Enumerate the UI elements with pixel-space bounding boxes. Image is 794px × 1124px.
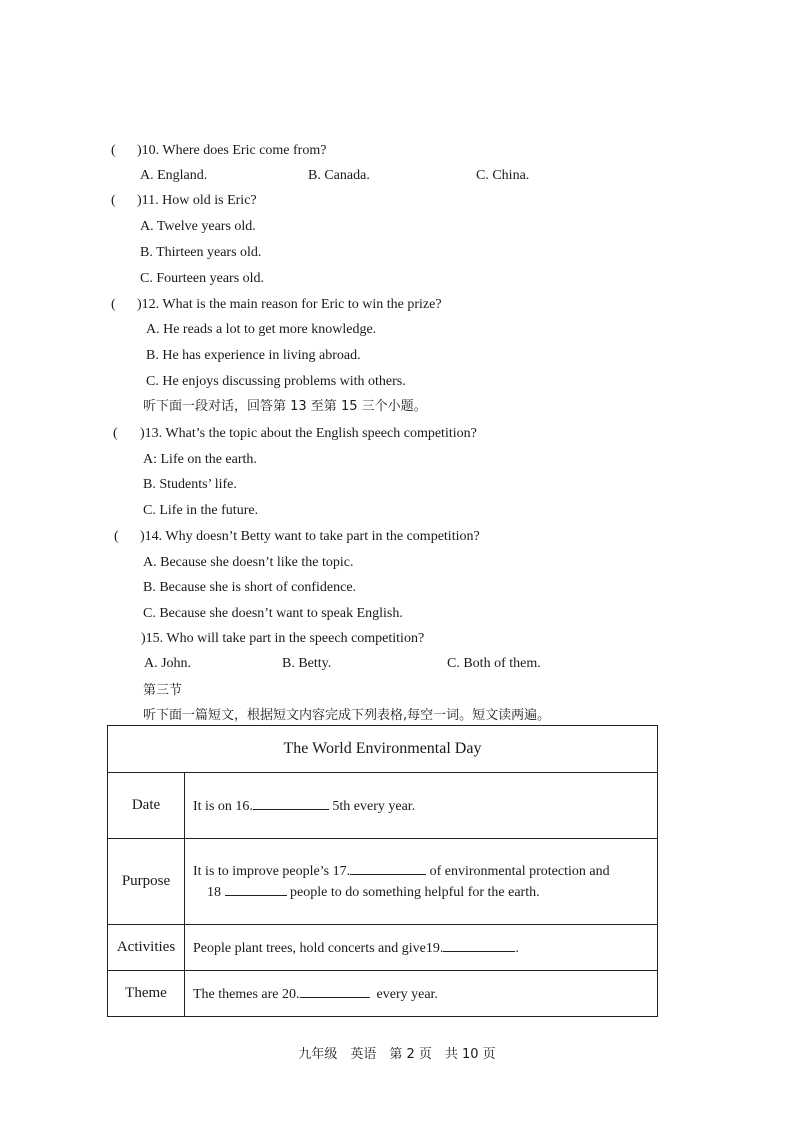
- answer-paren: (: [113, 426, 118, 441]
- activities-text-a: People plant trees, hold concerts and give19.: [193, 940, 444, 956]
- row-label: Date: [108, 773, 185, 839]
- purpose-text-a: It is to improve people’s 17.: [193, 864, 351, 879]
- question-13: )13. What’s the topic about the English speech competition?: [140, 426, 477, 441]
- row-value: [185, 925, 658, 971]
- answer-paren: (: [111, 143, 116, 158]
- option-13a: A: Life on the earth.: [143, 452, 257, 467]
- section-3-title: 第三节: [143, 683, 183, 698]
- option-13c: C. Life in the future.: [143, 503, 259, 518]
- option-14b: B. Because she is short of confidence.: [143, 580, 357, 595]
- table-row-activities: [108, 925, 658, 971]
- question-11: )11. How old is Eric?: [137, 193, 257, 208]
- question-15: )15. Who will take part in the speech competition?: [141, 631, 425, 646]
- purpose-text-d: people to do something helpful for the earth.: [290, 885, 540, 900]
- table-row-date: [108, 773, 658, 839]
- blank-18[interactable]: [225, 883, 287, 896]
- environment-day-table: [107, 725, 658, 1017]
- question-14: )14. Why doesn’t Betty want to take part in the competition?: [140, 529, 480, 544]
- option-11b: B. Thirteen years old.: [140, 245, 262, 260]
- option-15b: B. Betty.: [282, 656, 332, 671]
- answer-paren: (: [114, 529, 119, 544]
- option-14a: A. Because she doesn’t like the topic.: [143, 555, 354, 570]
- answer-paren: (: [111, 297, 116, 312]
- option-11a: A. Twelve years old.: [140, 219, 256, 234]
- instruction-13-15: 听下面一段对话，回答第 13 至第 15 三个小题。: [143, 399, 427, 414]
- row-label: Activities: [108, 925, 185, 971]
- option-12c: C. He enjoys discussing problems with others.: [146, 374, 406, 389]
- activities-text-b: .: [515, 940, 519, 956]
- date-text-a: It is on 16.: [193, 798, 253, 814]
- blank-19[interactable]: [443, 939, 515, 952]
- option-14c: C. Because she doesn’t want to speak English.: [143, 606, 403, 621]
- table-row-theme: [108, 971, 658, 1017]
- blank-16[interactable]: [253, 797, 329, 810]
- answer-paren: (: [111, 193, 116, 208]
- option-10a: A. England.: [140, 168, 208, 183]
- option-15c: C. Both of them.: [447, 656, 541, 671]
- option-11c: C. Fourteen years old.: [140, 271, 265, 286]
- row-value: [185, 971, 658, 1017]
- page-footer: 九年级 英语 第 2 页 共 10 页: [298, 1047, 496, 1062]
- blank-20[interactable]: [300, 985, 370, 998]
- table-row-purpose: [108, 839, 658, 925]
- theme-text-b: every year.: [376, 986, 438, 1002]
- row-label: Purpose: [108, 839, 185, 925]
- option-12a: A. He reads a lot to get more knowledge.: [146, 322, 377, 337]
- option-15a: A. John.: [144, 656, 192, 671]
- row-label: Theme: [108, 971, 185, 1017]
- row-value: [185, 839, 658, 925]
- option-13b: B. Students’ life.: [143, 477, 237, 492]
- purpose-text-c: 18: [207, 885, 221, 900]
- theme-text-a: The themes are 20.: [193, 986, 300, 1002]
- question-10: )10. Where does Eric come from?: [137, 143, 327, 158]
- option-10b: B. Canada.: [308, 168, 370, 183]
- question-12: )12. What is the main reason for Eric to win the prize?: [137, 297, 442, 312]
- row-value: [185, 773, 658, 839]
- section-3-instruction: 听下面一篇短文，根据短文内容完成下列表格,每空一词。短文读两遍。: [143, 708, 551, 723]
- purpose-text-b: of environmental protection and: [429, 864, 610, 879]
- date-text-b: 5th every year.: [332, 798, 416, 814]
- table-title: The World Environmental Day: [108, 726, 658, 773]
- option-12b: B. He has experience in living abroad.: [146, 348, 361, 363]
- option-10c: C. China.: [476, 168, 530, 183]
- blank-17[interactable]: [350, 862, 426, 875]
